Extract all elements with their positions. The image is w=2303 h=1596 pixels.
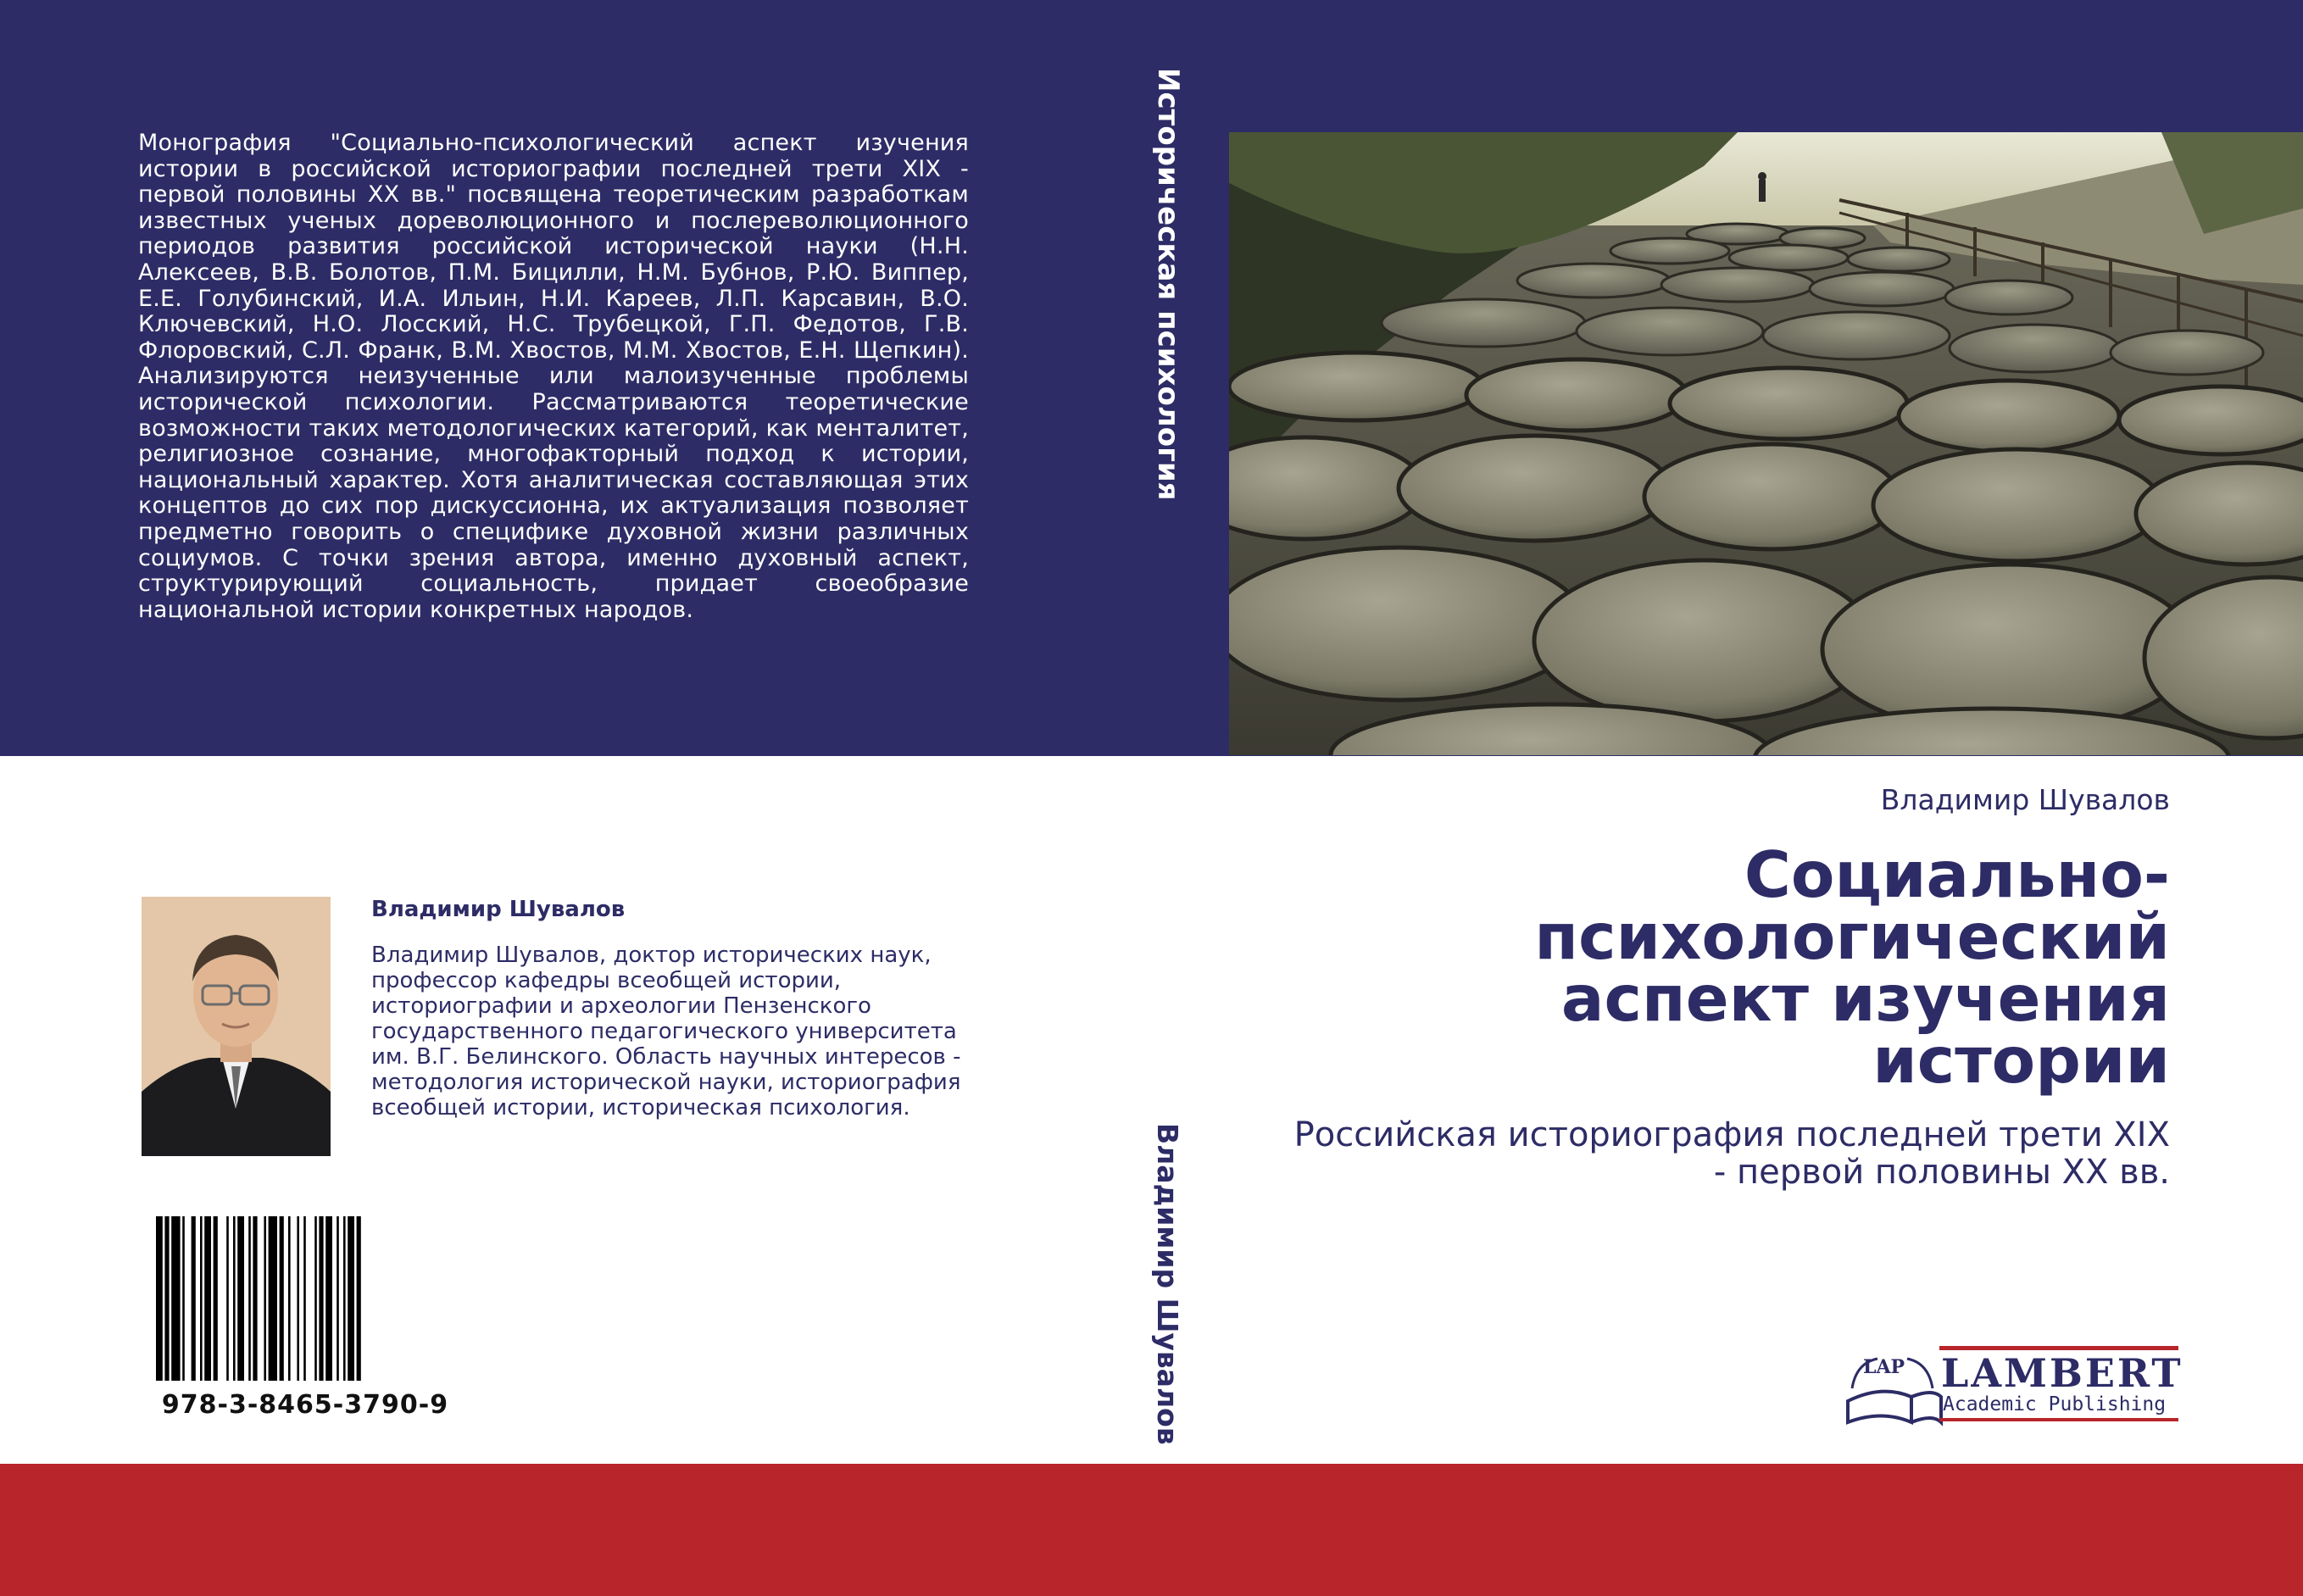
svg-text:LAMBERT: LAMBERT	[1941, 1350, 2183, 1396]
barcode-bar	[182, 1216, 185, 1381]
cover-photo-cobblestone-road	[1229, 132, 2303, 755]
spine-title: Историческая психология	[1151, 68, 1185, 501]
barcode-bar	[164, 1216, 169, 1381]
author-portrait	[142, 897, 331, 1156]
isbn-number: 978-3-8465-3790-9	[161, 1390, 449, 1420]
bottom-red-band	[0, 1464, 2303, 1596]
barcode-bar	[357, 1216, 361, 1381]
barcode-bar	[343, 1216, 346, 1381]
author-bio: Владимир Шувалов, доктор исторических наук, профессор кафедры всеобщей истории, историографии и археологии Пензенского государственного педагогического университета им. В.Г. Белинского. Область научных интересов - методология исторической науки, историография всеобщей истории, историческая психология.	[371, 943, 961, 1121]
publisher-logo	[1839, 1337, 2187, 1431]
svg-text:Academic Publishing: Academic Publishing	[1943, 1393, 2167, 1415]
barcode-bar	[325, 1216, 332, 1381]
barcode-bar	[192, 1216, 196, 1381]
back-cover-blurb: Монография "Социально-психологический аспект изучения истории в российской историографии последней трети XIX - первой половины XX вв." посвящена теоретическим разработкам известных ученых дореволюционного и послереволюционного периодов развития российской исторической науки (Н.Н. Алексеев, В.В. Болотов, П.М. Бицилли, Н.М. Бубнов, Р.Ю. Виппер, Е.Е. Голубинский, И.А. Ильин, Н.И. Кареев, Л.П. Карсавин, В.О. Ключевский, Н.О. Лосский, Н.С. Трубецкой, Г.П. Федотов, Г.В. Флоровский, С.Л. Франк, В.М. Хвостов, М.М. Хвостов, Е.Н. Щепкин). Анализируются неизученные или малоизученные проблемы исторической психологии. Рассматриваются теоретические возможности таких методологических категорий, как менталитет, религиозное сознание, многофакторный подход к истории, национальный характер. Хотя аналитическая составляющая этих концептов до сих пор дискуссионна, их актуализация позволяет предметно говорить о специфике духовной жизни различных социумов. С точки зрения автора, именно духовный аспект, структурирующий социальность, придает своеобразие национальной истории конкретных народов.	[138, 130, 969, 623]
barcode-bar	[280, 1216, 284, 1381]
barcode-bar	[314, 1216, 317, 1381]
barcode-bar	[226, 1216, 229, 1381]
barcode-bar	[297, 1216, 299, 1381]
barcode-bar	[319, 1216, 323, 1381]
barcode-bar	[337, 1216, 339, 1381]
front-cover-title: Социально-психологический аспект изучения истории	[1534, 837, 2170, 1098]
bio-author-name: Владимир Шувалов	[371, 897, 626, 922]
barcode-bar	[348, 1216, 354, 1381]
front-cover-author: Владимир Шувалов	[1880, 783, 2170, 816]
barcode-bar	[264, 1216, 266, 1381]
barcode-bar	[303, 1216, 306, 1381]
front-cover-subtitle: Российская историография последней трети XIX - первой половины XX вв.	[1293, 1115, 2170, 1192]
barcode-bar	[237, 1216, 244, 1381]
barcode-bar	[253, 1216, 257, 1381]
barcode-bar	[171, 1216, 180, 1381]
barcode-bar	[214, 1216, 218, 1381]
barcode-bar	[156, 1216, 163, 1381]
barcode-bar	[204, 1216, 211, 1381]
barcode-bar	[200, 1216, 203, 1381]
lap-book-emblem-icon	[1848, 1356, 1941, 1422]
barcode-bar	[288, 1216, 291, 1381]
barcode-bar	[233, 1216, 236, 1381]
barcode-bar	[269, 1216, 277, 1381]
spine-author: Владимир Шувалов	[1151, 1123, 1184, 1445]
isbn-barcode	[153, 1216, 458, 1381]
barcode-bar	[248, 1216, 251, 1381]
svg-text:LAP: LAP	[1863, 1356, 1905, 1378]
